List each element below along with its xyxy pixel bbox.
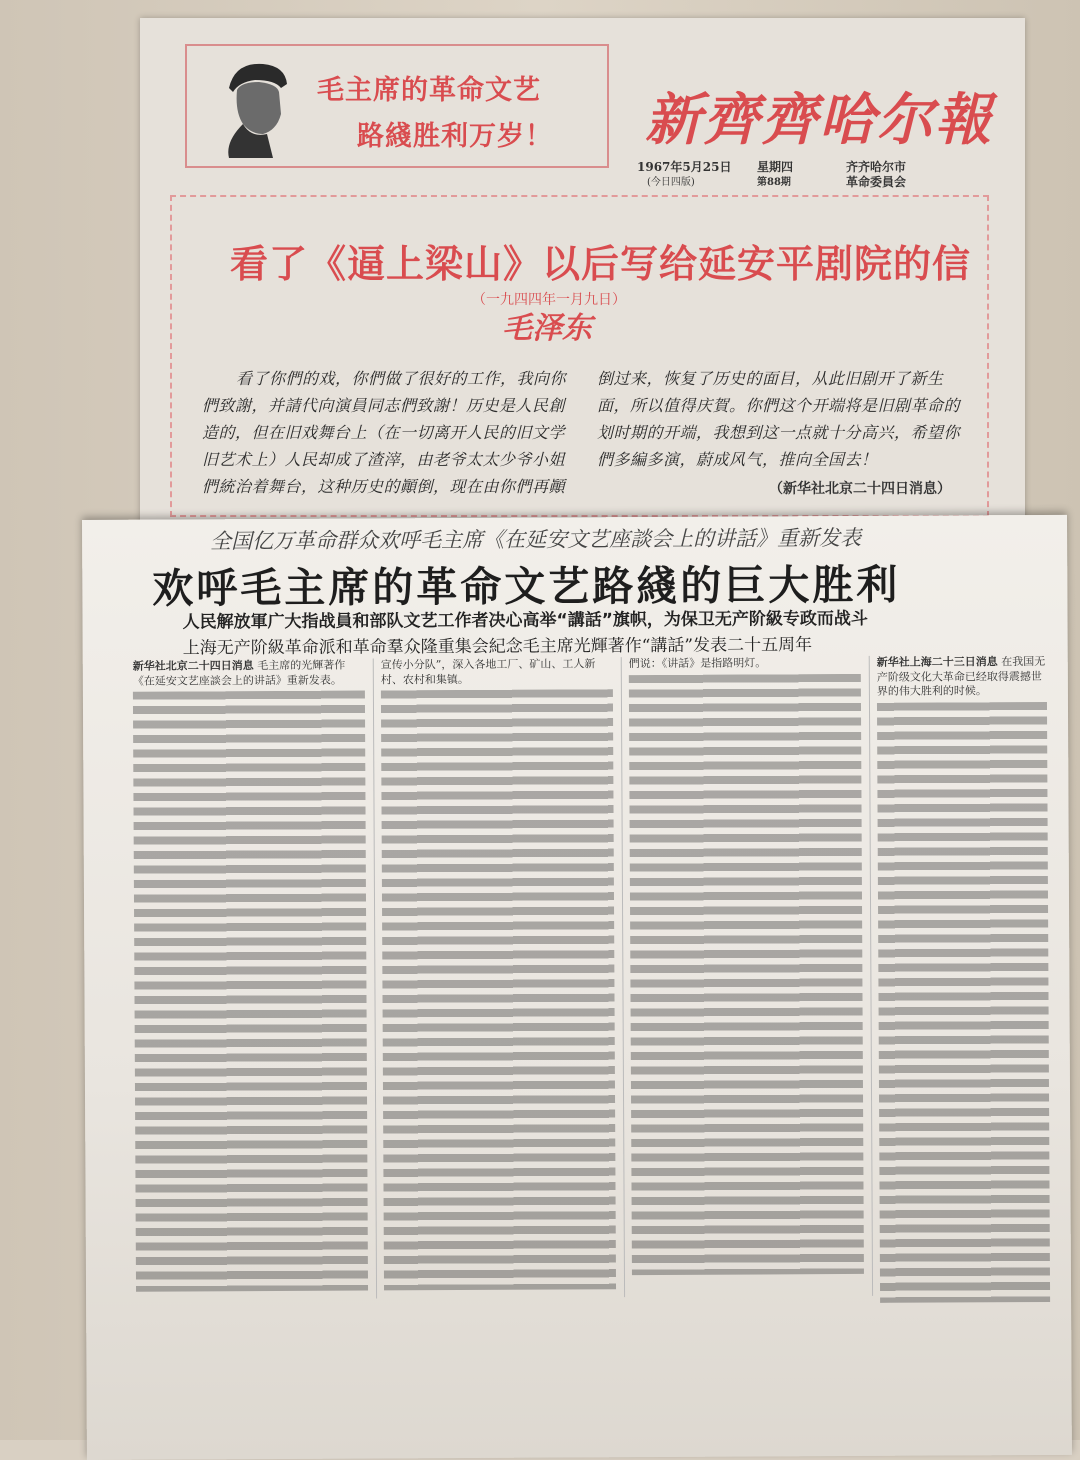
letter-line: 旧艺术上）人民却成了渣滓，由老爷太太少爷小姐 [202,450,566,469]
signature: 毛泽东 [502,311,592,346]
portrait-image [215,58,295,158]
letter-line: 造的，但在旧戏舞台上（在一切离开人民的旧文学 [202,423,566,442]
column-text: 宣传小分队”，深入各地工厂、矿山、工人新村、农村和集镇。 [380,657,596,686]
issue-number: 第88期 [757,177,791,188]
publisher-line-2: 革命委員会 [846,175,907,189]
newspaper-masthead: 新齊齊哈尔報 [645,87,993,153]
issue-info [757,160,793,190]
newspaper-inner-page [82,515,1072,1460]
letter-line: 看了你們的戏，你們做了很好的工作，我向你 [236,369,567,388]
article-column-2 [381,657,616,1298]
letter-date: （一九四四年一月九日） [472,292,626,308]
date-text: 1967年5月25日 [637,160,732,174]
letter-line: 們多編多演，蔚成风气，推向全国去！ [597,450,878,469]
letter-line: 倒过来，恢复了历史的面目，从此旧剧开了新生 [597,369,944,388]
article-column-4 [877,655,1050,1296]
letter-source: （新华社北京二十四日消息） [769,481,951,497]
letter-line: 面，所以值得庆賀。你們这个开端将是旧剧革命的 [597,396,961,415]
publisher-line-1: 齐齐哈尔市 [846,160,907,174]
letter-box [170,195,989,517]
slogan-banner [185,44,609,168]
column-dateline: 新华社北京二十四日消息 [132,659,254,673]
article-subhead-2: 上海无产阶級革命派和革命羣众隆重集会紀念毛主席光輝著作“講話”发表二十五周年 [182,635,813,659]
publisher [846,160,906,190]
column-text: 們说：《讲話》是指路明灯。 [628,656,767,671]
issue-date [637,160,731,190]
letter-column-right [597,365,977,473]
article-kicker: 全国亿万革命群众欢呼毛主席《在延安文艺座談会上的讲話》重新发表 [210,525,862,554]
article-subhead-1: 人民解放軍广大指战員和部队文艺工作者决心高举“講話”旗帜，为保卫无产阶級专政而战斗 [182,608,868,633]
letter-line: 們統治着舞台，这种历史的顚倒，现在由你們再顚 [202,477,566,496]
column-body-text [629,673,864,1274]
weekday-text: 星期四 [757,160,794,174]
letter-line: 划时期的开端，我想到这一点就十分高兴，希望你 [597,423,961,442]
slogan-line-2: 路綫胜利万岁！ [357,121,553,152]
newspaper-front-page [140,18,1025,538]
letter-column-left [202,365,582,500]
column-body-text [877,701,1050,1302]
article-column-1 [133,659,368,1300]
column-body-text [381,689,616,1290]
article-headline: 欢呼毛主席的革命文艺路綫的巨大胜利 [152,560,901,613]
article-column-3 [629,656,864,1297]
column-divider [373,658,377,1298]
letter-line: 們致謝，并請代向演員同志們致謝！历史是人民創 [202,396,566,415]
column-text: 毛主席的光輝著作《在延安文艺座談会上的讲話》重新发表。 [132,658,346,688]
column-divider [621,657,625,1297]
column-dateline: 新华社上海二十三日消息 [876,655,998,669]
edition-text: (今日四版) [647,177,695,188]
slogan-line-1: 毛主席的革命文艺 [317,75,541,106]
column-divider [869,656,873,1296]
column-body-text [133,691,368,1292]
letter-title: 看了《逼上梁山》以后写给延安平剧院的信 [230,242,972,286]
column-text: 在我国无产阶级文化大革命已经取得震撼世界的伟大胜利的时候。 [876,654,1046,698]
